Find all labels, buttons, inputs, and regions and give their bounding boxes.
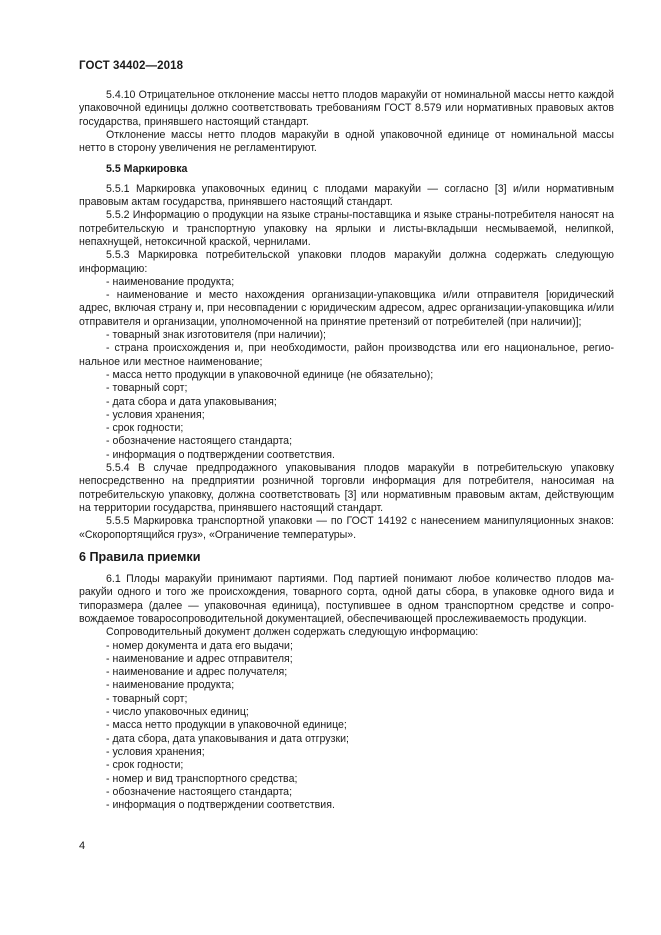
paragraph-5-4-10-continued: Отклонение массы нетто плодов маракуйи в одной упаковочной единице от номинальной массы нетто в сторону увеличения не регламентируют. <box>79 128 614 155</box>
paragraph-5-4-10: 5.4.10 Отрицательное отклонение массы нетто плодов маракуйи от номинальной массы нетто каждой упаковочной единицы должно соответствовать требованиям ГОСТ 8.579 или нормативных правовых актов государства, принявшего настоящий стандарт. <box>79 89 614 128</box>
list-item: - товарный знак изготовителя (при наличии); <box>106 329 326 342</box>
list-item: - обозначение настоящего стандарта; <box>106 435 293 448</box>
list-item: - число упаковочных единиц; <box>106 706 249 719</box>
subsection-heading-5-5: 5.5 Маркировка <box>106 163 188 176</box>
document-header: ГОСТ 34402—2018 <box>79 60 184 72</box>
list-item: - товарный сорт; <box>106 382 188 395</box>
page-body <box>79 89 614 812</box>
list-item: - страна происхождения и, при необходимости, район производства или его национальное, региональное или местное наименование; <box>79 342 614 368</box>
list-item: - масса нетто продукции в упаковочной единице; <box>106 719 347 732</box>
paragraph-5-5-2: 5.5.2 Информацию о продукции на языке страны-поставщика и языке страны-потребителя наносят на потребительскую и транспортную упаковку на ярлыки и листы-вкладыши несмываемой, нелипкой, непахнущей, нетоксичной краской, чернилами. <box>79 209 614 248</box>
list-item: - условия хранения; <box>106 408 205 421</box>
list-item: - наименование и адрес отправителя; <box>106 652 293 665</box>
list-item: - номер и вид транспортного средства; <box>106 772 298 785</box>
list-6-1 <box>79 640 614 813</box>
list-5-5-3 <box>79 276 614 462</box>
list-item: - информация о подтверждении соответствия. <box>106 448 335 461</box>
list-item: - дата сбора, дата упаковывания и дата отгрузки; <box>106 732 349 745</box>
page-number: 4 <box>79 840 86 852</box>
list-item: - дата сбора и дата упаковывания; <box>106 395 277 408</box>
list-item: - наименование продукта; <box>106 275 235 288</box>
section-heading-6: 6 Правила приемки <box>79 549 201 564</box>
paragraph-5-5-4: 5.5.4 В случае предпродажного упаковывания плодов маракуйи в потребительскую упаковку непосредственно на предприятии розничной торговли информация для потребителя, наносимая на потребительскую упаковку, должна соответствовать [3] или нормативным правовым актам, действующим на территории государства, принявшего настоящий стандарт. <box>79 462 614 514</box>
list-item: - условия хранения; <box>106 745 205 758</box>
list-item: - масса нетто продукции в упаковочной единице (не обязательно); <box>106 368 434 381</box>
paragraph-5-5-1: 5.5.1 Маркировка упаковочных единиц с плодами маракуйи — согласно [3] и/или нормативным правовым актам государства, принявшего настоящий стандарт. <box>79 182 614 209</box>
list-item: - товарный сорт; <box>106 692 188 705</box>
list-item: - наименование продукта; <box>106 679 235 692</box>
list-item: - обозначение настоящего стандарта; <box>106 785 293 798</box>
paragraph-6-1-continued: Сопроводительный документ должен содержать следующую информацию: <box>106 626 479 639</box>
list-item: - информация о подтверждении соответствия. <box>106 799 335 812</box>
list-item: - наименование и адрес получателя; <box>106 666 288 679</box>
paragraph-5-5-5: 5.5.5 Маркировка транспортной упаковки — по ГОСТ 14192 с нанесением манипуляционных знаков: «Скоропортящийся груз», «Ограничение температуры». <box>79 515 614 541</box>
list-item: - наименование и место нахождения организации-упаковщика и/или отправителя [юридический адрес, включая страну и, при несовпадении с юридическим адресом, адрес организации-упаковщика и/или отправителя и организации, уполномоченной на принятие претензий от потребителей (при наличии)]; <box>79 289 614 328</box>
list-item: - номер документа и дата его выдачи; <box>106 639 293 652</box>
paragraph-6-1: 6.1 Плоды маракуйи принимают партиями. Под партией понимают любое количество плодов маракуйи одного и того же происхождения, товарного сорта, одной даты сбора, в упаковке одного вида и типоразмера (далее — упаковочная единица), поступившее в одном транспортном средстве и сопровождаемое товаросопроводительной документацией, обеспечивающей прослеживаемость продукции. <box>79 573 614 625</box>
list-item: - срок годности; <box>106 422 184 435</box>
paragraph-5-5-3: 5.5.3 Маркировка потребительской упаковки плодов маракуйи должна содержать следующую информацию: <box>79 249 614 275</box>
list-item: - срок годности; <box>106 759 184 772</box>
